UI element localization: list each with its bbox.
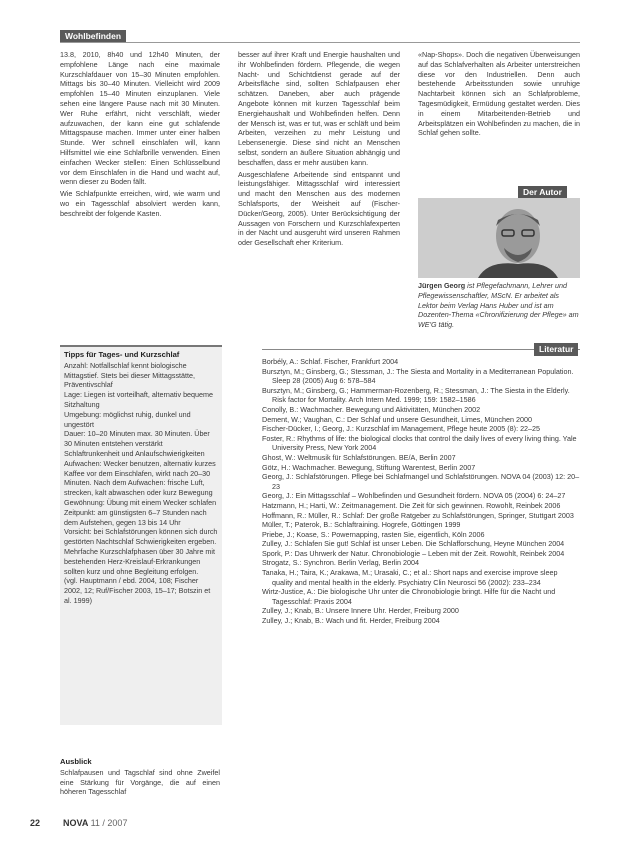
column-2 [238, 50, 400, 248]
literature-entry: Spork, P.: Das Uhrwerk der Natur. Chronobiologie – Leben mit der Zeit. Rowohlt, Reinbek 2004 [262, 548, 565, 558]
section-label: Wohlbefinden [65, 31, 122, 41]
literature-entry: Tanaka, H.; Taira, K.; Arakawa, M.; Urasaki, C.; et al.: Short naps and exercise improve sleep quality and mental health in the elderly. Psychiatry Clin Neurosci 56 (2002): 233–234 [262, 568, 558, 587]
author-bio: ist Pflegefachmann, Lehrer und Pflegewissenschaftler, MScN. Er arbeitet als Lektor beim Verlag Hans Huber und ist am Dozenten-Thema «Chronifizierung der Pflege» am WE'G tätig. [418, 281, 579, 330]
author-name: Jürgen Georg [418, 281, 466, 290]
literature-entry: Georg, J.: Ein Mittagsschlaf – Wohlbefinden und Gesundheit fördern. NOVA 05 (2004) 6: 24–27 [262, 491, 566, 501]
literature-entry: Wirtz-Justice, A.: Die biologische Uhr unter die Chronobiologie bringt. Hilfe für die Nacht und Tagesschlaf: Praxis 2004 [262, 587, 556, 606]
literature-entry: Müller, T.; Paterok, B.: Schlaftraining. Hogrefe, Göttingen 1999 [262, 520, 461, 530]
literature-entry: Ghost, W.: Weltmusik für Schlafstörungen. BE/A, Berlin 2007 [262, 452, 456, 462]
tip-item: Zeitpunkt: am günstigsten 6–7 Stunden nach dem Aufstehen, gegen 13 bis 14 Uhr [64, 507, 207, 527]
literature-entry: Conolly, B.: Wachmacher. Bewegung und Aktivitäten, München 2002 [262, 404, 481, 414]
column-1 [60, 50, 220, 219]
paragraph: «Nap-Shops». Doch die negativen Überweisungen auf das Schlafverhalten als Arbeiter unterstreichen diese vor den Industriellen. Denn auch bestehende Arbeitsstunden sowie unruhige Nachtarbeit können sich an Schlafprobleme, Tagesmüdigkeit, Ermüdung gestaltet werden. Dies in einem Mitarbeitenden-Betrieb und Arbeitsplätzen ein Wohlbefinden zu machen, die in Schlaf gehen sollte. [418, 50, 580, 138]
tip-item: Dauer: 10–20 Minuten max. 30 Minuten. Über 30 Minuten entstehen verstärkt Schlaftrunkenheit und Anlaufschwierigkeiten [64, 429, 210, 458]
literature-entry: Zulley, J.; Knab, B.: Unsere Innere Uhr. Herder, Freiburg 2000 [262, 606, 459, 616]
header-rule [60, 42, 580, 43]
portrait-image [418, 198, 580, 278]
paragraph: besser auf ihrer Kraft und Energie haushalten und ihr Wohlbefinden fördern. Pflegende, die wegen Nacht- und Schichtdienst gerade auf der Arbeitsfläche sind, sollten Schlafpausen eher schätzen. Daneben, aber auch prägende Angebote können mit kurzen Tagesschlaf beim Energiehaushalt und Wohlbefinden helfen. Denn der Mensch ist, was er tut, was er schläft und beim Arbeiten, verzeihen zu mehr Leistung und Lebensenergie. Diese sind nicht an Menschen selbst, sondern an äußere Situation abhängig und beschaffen, dass er mehr ausüben kann. [238, 50, 400, 167]
literature-entry: Borbély, A.: Schlaf. Fischer, Frankfurt 2004 [262, 357, 399, 366]
tip-item: Umgebung: möglichst ruhig, dunkel und ungestört [64, 409, 191, 429]
outlook-section [60, 757, 220, 797]
tip-item: Anzahl: Notfallschlaf kennt biologische Mittagstief. Stets bei dieser Mittagsstätte, Präventivschlaf [64, 360, 196, 390]
literature-entry: Götz, H.: Wachmacher. Bewegung, Stiftung Warentest, Berlin 2007 [262, 462, 476, 472]
literature-entry: Zulley, J.: Schlafen Sie gut! Schlaf ist unser Leben. Die Schlafforschung, Heyne München 2004 [262, 539, 565, 549]
issue-number: 11 / 2007 [90, 818, 128, 828]
literature-entry: Zulley, J.; Knab, B.: Wach und fit. Herder, Freiburg 2004 [262, 616, 440, 626]
literature-entry: Bursztyn, M.; Ginsberg, G.; Stessman, J.: The Siesta and Mortality in a Mediterranean Population. Sleep 28 (2005) Aug 6: 578–584 [262, 366, 574, 386]
literature-list [262, 357, 580, 626]
tips-title: Tipps für Tages- und Kurzschlaf [64, 350, 180, 359]
literature-label: Literatur [539, 344, 574, 354]
tip-item: Vorsicht: bei Schlafstörungen können sich durch gestörten Nachtschlaf Schwierigkeiten ergeben. Mehrfache Kurzschlafphasen über 30 Jahre mit bestehenden Herz-Kreislauf-Erkrankungen sollten kurz und ohne Begleitung erfolgen. [64, 527, 218, 576]
literature-entry: Hoffmann, R.: Müller, R.: Schlaf: Der große Ratgeber zu Schlafstörungen, Springer, Stuttgart 2003 [262, 510, 574, 520]
literature-entry: Foster, R.: Rhythms of life: the biological clocks that control the daily lives of every living thing. Yale University Press, New York 2004 [262, 433, 577, 453]
author-label: Der Autor [523, 187, 562, 197]
literature-rule [262, 349, 580, 350]
literature-tag [534, 343, 578, 356]
tip-item: Lage: Liegen ist vorteilhaft, alternativ bequeme Sitzhaltung [64, 390, 214, 409]
literature-entry: Georg, J.: Schlafstörungen. Pflege bei Schlafmangel und Schlafstörungen. NOVA 04 (2003) 12: 20–23 [262, 472, 580, 491]
author-caption [418, 281, 580, 330]
page-number: 22 [30, 818, 41, 828]
magazine-name: NOVA [63, 818, 89, 828]
tips-box [60, 345, 222, 725]
outlook-text: Schlafpausen und Tagschlaf sind ohne Zweifel eine Stärkung für Vorgänge, die auf einen höheren Tagesschlaf [60, 767, 220, 797]
author-photo [418, 198, 580, 278]
literature-entry: Hatzmann, H.; Harti, W.: Zeitmanagement. Die Zeit für sich gewinnen. Rowohlt, Reinbek 2006 [262, 500, 561, 510]
paragraph: Wie Schlafpunkte erreichen, wird, wie warm und wo ein Tagesschlaf absolviert werden kann, beschreibt der folgende Kasten. [60, 189, 220, 218]
tip-item: Gewöhnung: Übung mit einem Wecker schlafen [64, 497, 217, 507]
literature-entry: Bursztyn, M.; Ginsberg, G.; Hammerman-Rozenberg, R.; Stessman, J.: The Siesta in the Elderly. Risk factor for Mortality. Arch Intern Med. 1999; 159: 1582–1586 [262, 385, 570, 405]
outlook-title: Ausblick [60, 757, 92, 766]
tip-item: Aufwachen: Wecker benutzen, alternativ kurzes Kaffee vor dem Einschlafen, wirkt nach 20–30 Minuten. Nach dem Aufwachen: frische Luft, strecken, kalt abwaschen oder kurz Bewegung [64, 458, 216, 498]
paragraph: 13.8, 2010, 8h40 und 12h40 Minuten, der empfohlene Länge nach eine maximale Kurzschlafdauer von 15–30 Minuten empfohlen. Mittags bis 30–40 Minuten. Vielleicht wird 2009 empfohlen 15–40 Minuten einzuplanen. Viele sehen eine längere Pause nach mit 30 Minuten. Wer Ruhe erfährt, nicht verschläft, wieder aufzuwachen, der kann eine gut schlafende Mittagspause machen. Immer unter einer halben Stunde. Wer schnell einschlafen will, kann Hilfsmittel wie eine Schlafbrille verwenden. Einen einfachen Wecker stellen: Einen Schlüsselbund vor dem Einschlafen in die Hand und wacht auf, wenn dieser zu Boden fällt. [60, 50, 220, 187]
literature-entry: Fischer-Dücker, I.; Georg, J.: Kurzschlaf im Management, Pflege heute 2005 (8): 22–25 [262, 424, 541, 434]
column-3 [418, 50, 580, 138]
tip-source: (vgl. Hauptmann / ebd. 2004, 108; Fischer 2002, 12; Ruf/Fischer 2003, 15–17; Botszin et al. 1999) [64, 576, 211, 605]
literature-entry: Dement, W.; Vaughan, C.: Der Schlaf und unsere Gesundheit, Limes, München 2000 [262, 414, 532, 424]
literature-entry: Strogatz, S.: Synchron. Berlin Verlag, Berlin 2004 [262, 558, 420, 568]
literature-entry: Priebe, J.; Koase, S.: Powernapping, rasten Sie, eigentlich, Köln 2006 [262, 529, 485, 539]
footer [30, 818, 127, 828]
paragraph: Ausgeschlafene Arbeitende sind entspannt und leistungsfähiger. Mittagsschlaf wird interessiert und macht den Menschen aus des modernen Schlafsports, der Weisheit auf (Fischer-Dücker/Georg, 2005). Unter Berücksichtigung der Aussagen von Forschern und Kurzschlafexperten in der Nacht und ausgeruht wird unseren Rahmen oder Gesellschaft eher Kriterium. [238, 169, 400, 248]
